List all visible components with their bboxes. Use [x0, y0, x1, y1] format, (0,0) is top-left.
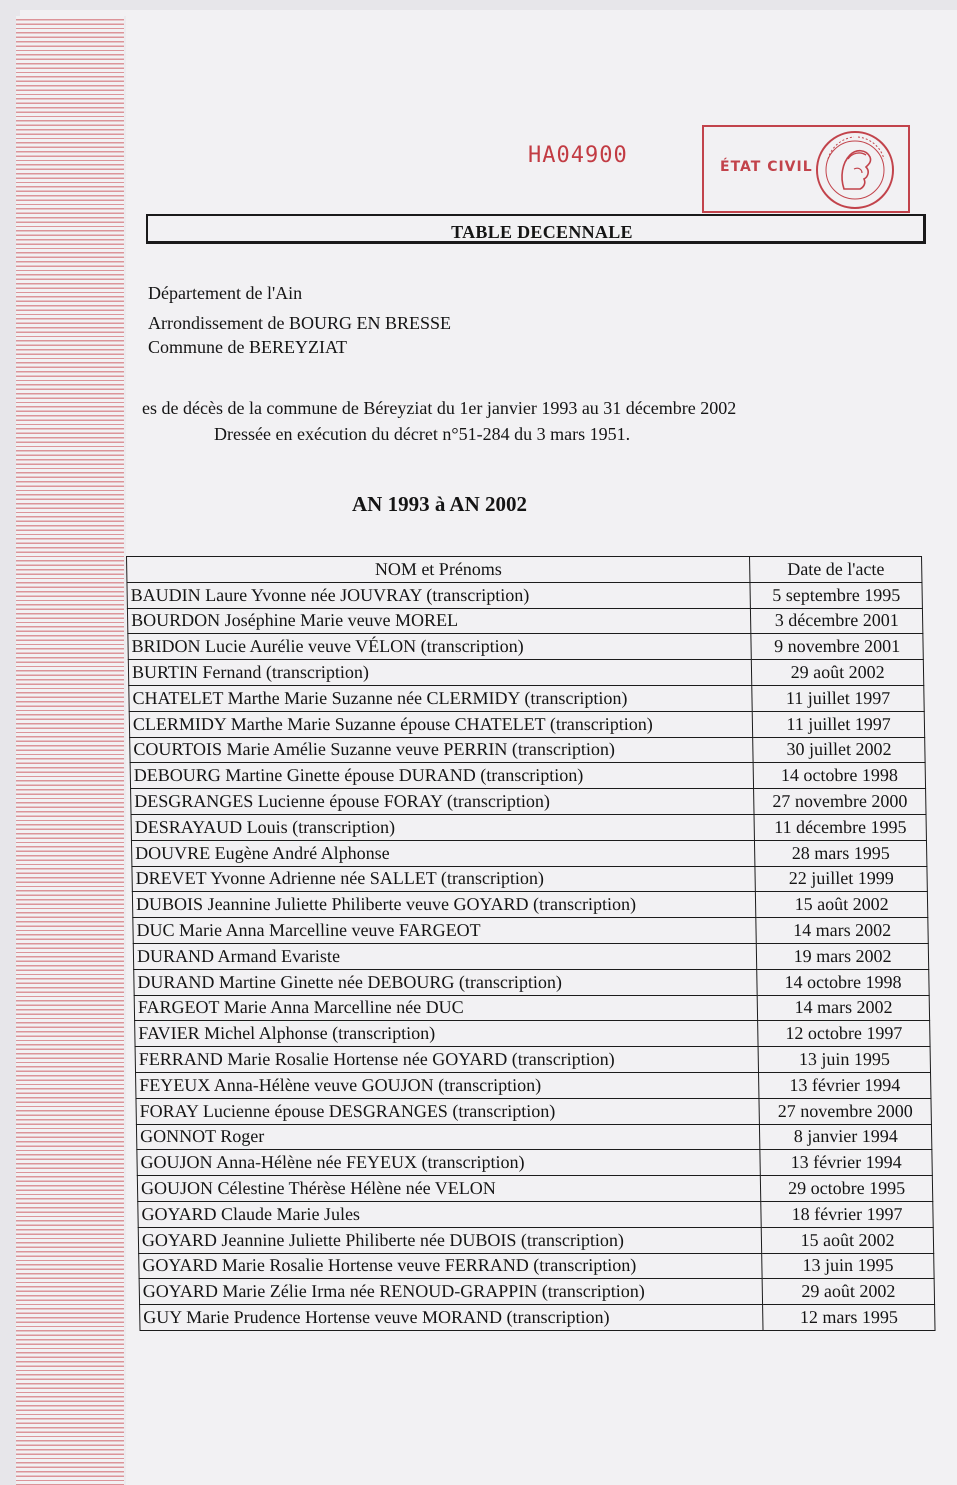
act-date-cell: 13 juin 1995	[762, 1253, 934, 1279]
act-date-cell: 27 novembre 2000	[754, 789, 926, 815]
table-row	[129, 685, 924, 711]
person-name-cell: BAUDIN Laure Yvonne née JOUVRAY (transcription)	[127, 582, 751, 608]
act-date-cell: 14 mars 2002	[757, 995, 929, 1021]
striped-margin	[16, 16, 124, 1485]
act-date-cell: 8 janvier 1994	[760, 1124, 932, 1150]
person-name-cell: GOUJON Anna-Hélène née FEYEUX (transcription)	[137, 1150, 761, 1176]
table-row	[138, 1201, 933, 1227]
table-row	[130, 763, 925, 789]
table-row	[131, 789, 926, 815]
person-name-cell: GUY Marie Prudence Hortense veuve MORAND (transcription)	[140, 1305, 764, 1331]
table-row	[139, 1253, 934, 1279]
act-date-cell: 29 octobre 1995	[761, 1176, 933, 1202]
act-date-cell: 15 août 2002	[761, 1227, 933, 1253]
act-date-cell: 29 août 2002	[752, 660, 924, 686]
person-name-cell: GOYARD Claude Marie Jules	[138, 1201, 762, 1227]
reference-code: HA04900	[528, 143, 628, 168]
person-name-cell: DURAND Martine Ginette née DEBOURG (transcription)	[134, 969, 758, 995]
department-line: Département de l'Ain	[148, 283, 303, 303]
act-date-cell: 22 juillet 1999	[755, 866, 927, 892]
person-name-cell: FERRAND Marie Rosalie Hortense née GOYARD (transcription)	[135, 1047, 759, 1073]
marianne-seal-icon	[814, 129, 896, 211]
person-name-cell: GOYARD Marie Zélie Irma née RENOUD-GRAPPIN (transcription)	[139, 1279, 763, 1305]
table-row	[132, 866, 927, 892]
act-date-cell: 11 juillet 1997	[752, 685, 924, 711]
act-date-cell: 13 février 1994	[759, 1072, 931, 1098]
person-name-cell: DUC Marie Anna Marcelline veuve FARGEOT	[133, 918, 757, 944]
death-register-table	[126, 556, 936, 1331]
table-row	[140, 1305, 935, 1331]
table-row	[138, 1227, 933, 1253]
table-row	[136, 1124, 931, 1150]
table-row	[131, 814, 926, 840]
person-name-cell: GONNOT Roger	[136, 1124, 760, 1150]
act-date-cell: 3 décembre 2001	[751, 608, 923, 634]
table-row	[135, 1047, 930, 1073]
table-row	[129, 711, 924, 737]
etat-civil-stamp	[702, 125, 910, 213]
table-row	[128, 660, 923, 686]
person-name-cell: BURTIN Fernand (transcription)	[128, 660, 752, 686]
person-name-cell: BOURDON Joséphine Marie veuve MOREL	[127, 608, 751, 634]
act-date-cell: 29 août 2002	[762, 1279, 934, 1305]
person-name-cell: DEBOURG Martine Ginette épouse DURAND (transcription)	[130, 763, 754, 789]
table-row	[128, 634, 923, 660]
table-row	[133, 918, 928, 944]
act-date-cell: 12 mars 1995	[763, 1305, 935, 1331]
act-date-cell: 14 mars 2002	[756, 918, 928, 944]
act-date-cell: 11 juillet 1997	[752, 711, 924, 737]
date-column-header: Date de l'acte	[750, 557, 922, 583]
description-line-2: Dressée en exécution du décret n°51-284 du 3 mars 1951.	[214, 424, 631, 444]
name-column-header: NOM et Prénoms	[127, 557, 751, 583]
table-row	[127, 582, 922, 608]
table-body	[127, 582, 935, 1330]
table-row	[135, 1021, 930, 1047]
person-name-cell: DURAND Armand Evariste	[133, 943, 757, 969]
table-row	[133, 943, 928, 969]
commune-line: Commune de BEREYZIAT	[148, 337, 347, 357]
person-name-cell: FARGEOT Marie Anna Marcelline née DUC	[134, 995, 758, 1021]
act-date-cell: 14 octobre 1998	[753, 763, 925, 789]
act-date-cell: 27 novembre 2000	[759, 1098, 931, 1124]
margin-edge	[124, 16, 126, 1485]
document-title: TABLE DECENNALE	[451, 222, 633, 242]
act-date-cell: 11 décembre 1995	[754, 814, 926, 840]
person-name-cell: DUBOIS Jeannine Juliette Philiberte veuve GOYARD (transcription)	[132, 892, 756, 918]
person-name-cell: CLERMIDY Marthe Marie Suzanne épouse CHATELET (transcription)	[129, 711, 753, 737]
table-row	[131, 840, 926, 866]
table-row	[137, 1176, 932, 1202]
person-name-cell: GOUJON Célestine Thérèse Hélène née VELON	[137, 1176, 761, 1202]
person-name-cell: DESRAYAUD Louis (transcription)	[131, 814, 755, 840]
person-name-cell: GOYARD Jeannine Juliette Philiberte née DUBOIS (transcription)	[138, 1227, 762, 1253]
person-name-cell: FORAY Lucienne épouse DESGRANGES (transcription)	[136, 1098, 760, 1124]
table-row	[139, 1279, 934, 1305]
arrondissement-line: Arrondissement de BOURG EN BRESSE	[148, 313, 451, 333]
act-date-cell: 18 février 1997	[761, 1201, 933, 1227]
act-date-cell: 14 octobre 1998	[757, 969, 929, 995]
table-row	[134, 995, 929, 1021]
table-row	[137, 1150, 932, 1176]
person-name-cell: CHATELET Marthe Marie Suzanne née CLERMIDY (transcription)	[129, 685, 753, 711]
person-name-cell: GOYARD Marie Rosalie Hortense veuve FERRAND (transcription)	[139, 1253, 763, 1279]
table-row	[136, 1072, 931, 1098]
person-name-cell: BRIDON Lucie Aurélie veuve VÉLON (transcription)	[128, 634, 752, 660]
act-date-cell: 12 octobre 1997	[758, 1021, 930, 1047]
act-date-cell: 19 mars 2002	[756, 943, 928, 969]
description-line-1: es de décès de la commune de Béreyziat du 1er janvier 1993 au 31 décembre 2002	[142, 398, 737, 418]
act-date-cell: 5 septembre 1995	[750, 582, 922, 608]
act-date-cell: 9 novembre 2001	[751, 634, 923, 660]
person-name-cell: FEYEUX Anna-Hélène veuve GOUJON (transcription)	[136, 1072, 760, 1098]
person-name-cell: FAVIER Michel Alphonse (transcription)	[135, 1021, 759, 1047]
table-row	[136, 1098, 931, 1124]
person-name-cell: COURTOIS Marie Amélie Suzanne veuve PERRIN (transcription)	[130, 737, 754, 763]
act-date-cell: 15 août 2002	[756, 892, 928, 918]
stamp-label: ÉTAT CIVIL	[720, 159, 813, 175]
table-row	[134, 969, 929, 995]
title-box	[146, 214, 926, 244]
period-heading: AN 1993 à AN 2002	[352, 492, 528, 516]
table-header-row	[127, 557, 922, 583]
table-row	[130, 737, 925, 763]
person-name-cell: DESGRANGES Lucienne épouse FORAY (transcription)	[131, 789, 755, 815]
act-date-cell: 30 juillet 2002	[753, 737, 925, 763]
table-row	[132, 892, 927, 918]
person-name-cell: DOUVRE Eugène André Alphonse	[131, 840, 755, 866]
act-date-cell: 13 février 1994	[760, 1150, 932, 1176]
table-row	[127, 608, 922, 634]
person-name-cell: DREVET Yvonne Adrienne née SALLET (transcription)	[132, 866, 756, 892]
act-date-cell: 13 juin 1995	[758, 1047, 930, 1073]
act-date-cell: 28 mars 1995	[755, 840, 927, 866]
